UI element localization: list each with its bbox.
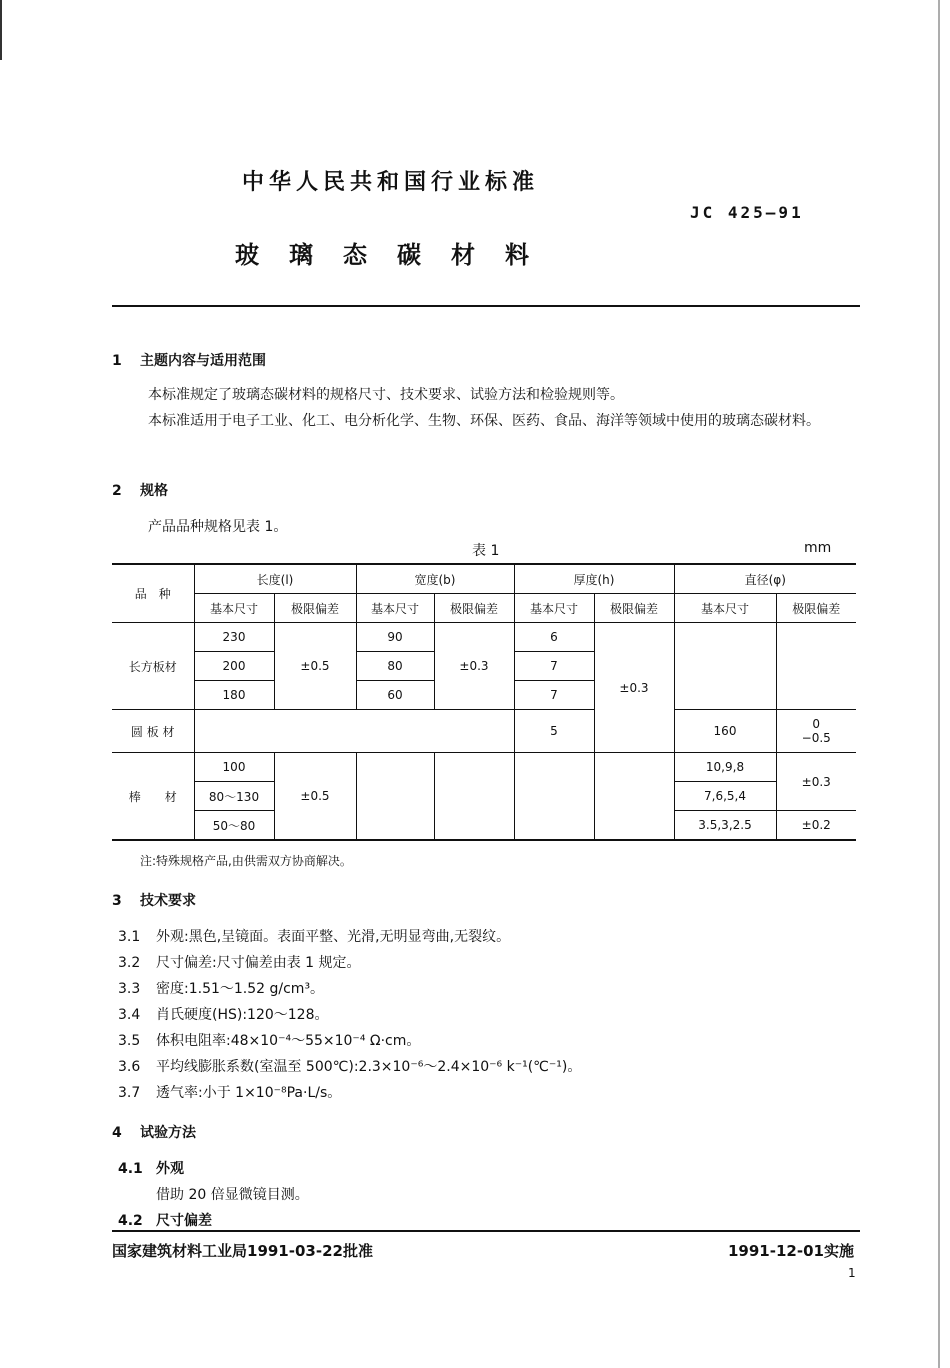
table-caption: 表 1 (472, 543, 500, 559)
section-3-heading (112, 890, 196, 910)
subsection-4-1-text: 借助 20 倍显微镜目测。 (156, 1187, 309, 1203)
item-text: 体积电阻率:48×10⁻⁴～55×10⁻⁴ Ω·cm。 (156, 1033, 421, 1049)
cell-empty (674, 623, 776, 710)
tol-upper: 0 (812, 717, 821, 731)
standard-number: JC 425—91 (690, 203, 804, 222)
approval-line: 国家建筑材料工业局1991-03-22批准 (112, 1242, 373, 1260)
cell: 230 (194, 623, 274, 652)
scan-edge-mark (938, 0, 940, 1368)
cell: 6 (514, 623, 594, 652)
cell-empty (594, 753, 674, 841)
section-number: 3 (112, 893, 122, 909)
cell: 50～80 (194, 811, 274, 841)
item-text: 尺寸偏差:尺寸偏差由表 1 规定。 (156, 955, 361, 971)
cell: ±0.3 (776, 753, 856, 811)
section-number: 1 (112, 353, 122, 369)
cell: 7 (514, 652, 594, 681)
cell: ±0.3 (594, 623, 674, 753)
cell-empty (776, 623, 856, 710)
cell: 180 (194, 681, 274, 710)
section-2-heading (112, 480, 168, 500)
page-number: 1 (848, 1266, 856, 1280)
header-tol: 极限偏差 (434, 594, 514, 623)
req-item (118, 1030, 420, 1050)
item-text: 透气率:小于 1×10⁻⁸Pa·L/s。 (156, 1085, 342, 1101)
header-basic: 基本尺寸 (194, 594, 274, 623)
section-1-heading (112, 350, 266, 370)
cell-empty (514, 753, 594, 841)
cell: ±0.2 (776, 811, 856, 841)
item-number: 3.1 (118, 929, 141, 945)
cell: ±0.5 (274, 623, 356, 710)
item-number: 3.5 (118, 1033, 141, 1049)
subsection-4-1-heading (118, 1158, 184, 1178)
req-item (118, 1004, 329, 1024)
header-length: 长度(l) (194, 564, 356, 594)
cell-empty (194, 710, 514, 753)
cell: 80～130 (194, 782, 274, 811)
item-text: 密度:1.51～1.52 g/cm³。 (156, 981, 325, 997)
header-basic: 基本尺寸 (674, 594, 776, 623)
row-label-rect: 长方板材 (112, 623, 194, 710)
header-tol: 极限偏差 (776, 594, 856, 623)
header-basic: 基本尺寸 (514, 594, 594, 623)
cell: ±0.3 (434, 623, 514, 710)
cell: 10,9,8 (674, 753, 776, 782)
spec-table (112, 563, 856, 841)
row-label-rod: 棒 材 (112, 753, 194, 841)
cell: 5 (514, 710, 594, 753)
cell: ±0.5 (274, 753, 356, 841)
header-thickness: 厚度(h) (514, 564, 674, 594)
subsection-title: 尺寸偏差 (156, 1213, 212, 1229)
cell-empty (434, 753, 514, 841)
item-number: 3.2 (118, 955, 141, 971)
req-item (118, 952, 361, 972)
subsection-number: 4.2 (118, 1213, 143, 1229)
effective-date: 1991-12-01实施 (728, 1242, 854, 1260)
section-number: 4 (112, 1125, 122, 1141)
item-text: 肖氏硬度(HS):120～128。 (156, 1007, 329, 1023)
item-number: 3.6 (118, 1059, 141, 1075)
table-note: 注:特殊规格产品,由供需双方协商解决。 (140, 854, 352, 868)
cell-empty (356, 753, 434, 841)
section-1-para-2: 本标准适用于电子工业、化工、电分析化学、生物、环保、医药、食品、海洋等领域中使用的玻璃态碳材料。 (148, 413, 820, 429)
section-title: 规格 (140, 483, 168, 499)
scan-edge-mark (0, 0, 2, 60)
cell: 60 (356, 681, 434, 710)
item-number: 3.4 (118, 1007, 141, 1023)
section-title: 技术要求 (140, 893, 196, 909)
section-1-para-1: 本标准规定了玻璃态碳材料的规格尺寸、技术要求、试验方法和检验规则等。 (148, 387, 624, 403)
req-item (118, 1056, 581, 1076)
section-number: 2 (112, 483, 122, 499)
req-item (118, 926, 510, 946)
row-label-disc: 圆 板 材 (112, 710, 194, 753)
cell: 80 (356, 652, 434, 681)
tol-lower: −0.5 (801, 731, 831, 745)
header-basic: 基本尺寸 (356, 594, 434, 623)
cell: 100 (194, 753, 274, 782)
cell: 3.5,3,2.5 (674, 811, 776, 841)
section-title: 试验方法 (140, 1125, 196, 1141)
subsection-number: 4.1 (118, 1161, 143, 1177)
req-item (118, 1082, 341, 1102)
document-title: 玻璃态碳材料 (235, 241, 559, 269)
cell: 90 (356, 623, 434, 652)
cell: 7 (514, 681, 594, 710)
header-variety: 品 种 (112, 564, 194, 623)
table-unit: mm (804, 540, 832, 556)
section-4-heading (112, 1122, 196, 1142)
footer-rule (112, 1230, 860, 1232)
cell: 200 (194, 652, 274, 681)
header-rule (112, 305, 860, 307)
header-width: 宽度(b) (356, 564, 514, 594)
subsection-title: 外观 (156, 1161, 184, 1177)
header-tol: 极限偏差 (274, 594, 356, 623)
cell (776, 710, 856, 753)
standard-category-title: 中华人民共和国行业标准 (242, 170, 540, 195)
subsection-4-2-heading (118, 1210, 212, 1230)
header-diameter: 直径(φ) (674, 564, 856, 594)
req-item (118, 978, 324, 998)
cell: 160 (674, 710, 776, 753)
cell: 7,6,5,4 (674, 782, 776, 811)
item-number: 3.3 (118, 981, 141, 997)
section-title: 主题内容与适用范围 (140, 353, 266, 369)
section-2-para-1: 产品品种规格见表 1。 (148, 519, 288, 535)
item-text: 外观:黑色,呈镜面。表面平整、光滑,无明显弯曲,无裂纹。 (156, 929, 511, 945)
item-number: 3.7 (118, 1085, 141, 1101)
header-tol: 极限偏差 (594, 594, 674, 623)
item-text: 平均线膨胀系数(室温至 500℃):2.3×10⁻⁶～2.4×10⁻⁶ k⁻¹(℃⁻¹)。 (156, 1059, 582, 1075)
